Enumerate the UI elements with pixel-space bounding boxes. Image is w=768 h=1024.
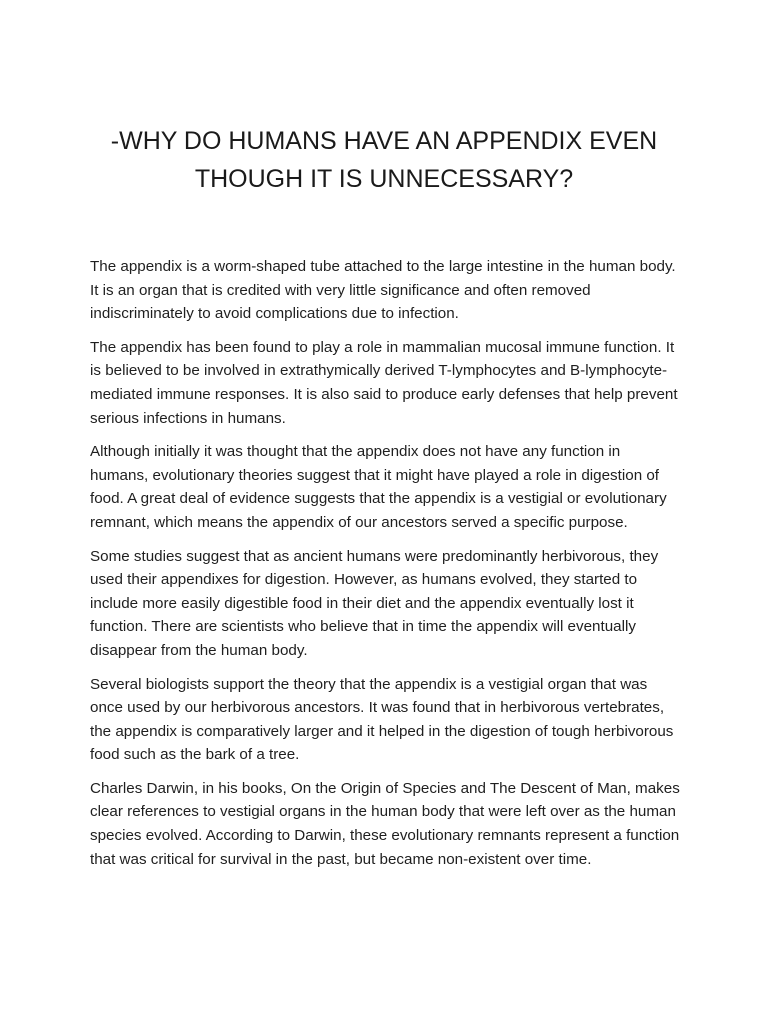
paragraph-2: The appendix has been found to play a role in mammalian mucosal immune function. It is believed to be involved in extrathymically derived T-lymphocytes and B-lymphocyte-mediated immune responses. It is also said to produce early defenses that help prevent serious infections in humans. <box>90 338 678 427</box>
paragraph-3: Although initially it was thought that the appendix does not have any function in humans, evolutionary theories suggest that it might have played a role in digestion of food. A great deal of evidence suggests that the appendix is a vestigial or evolutionary remnant, which means the appendix of our ancestors served a specific purpose. <box>90 443 667 531</box>
document-title: -WHY DO HUMANS HAVE AN APPENDIX EVEN THOUGH IT IS UNNECESSARY? <box>110 127 658 193</box>
paragraph-4: Some studies suggest that as ancient humans were predominantly herbivorous, they used their appendixes for digestion. However, as humans evolved, they started to include more easily digestible food in their diet and the appendix eventually lost it function. There are scientists who believe that in time the appendix will eventually disappear from the human body. <box>90 547 659 659</box>
paragraph-5: Several biologists support the theory that the appendix is a vestigial organ that was once used by our herbivorous ancestors. It was found that in herbivorous vertebrates, the appendix is comparatively larger and it helped in the digestion of tough herbivorous food such as the bark of a tree. <box>90 675 674 764</box>
paragraph-6: Charles Darwin, in his books, On the Origin of Species and The Descent of Man, makes clear references to vestigial organs in the human body that were left over as the human species evolved. According to Darwin, these evolutionary remnants represent a function that was critical for survival in the past, but became non-existent over time. <box>90 779 680 868</box>
document-body <box>90 255 680 881</box>
paragraph-1: The appendix is a worm-shaped tube attached to the large intestine in the human body. It is an organ that is credited with very little significance and often removed indiscriminately to avoid complications due to infection. <box>90 258 676 323</box>
